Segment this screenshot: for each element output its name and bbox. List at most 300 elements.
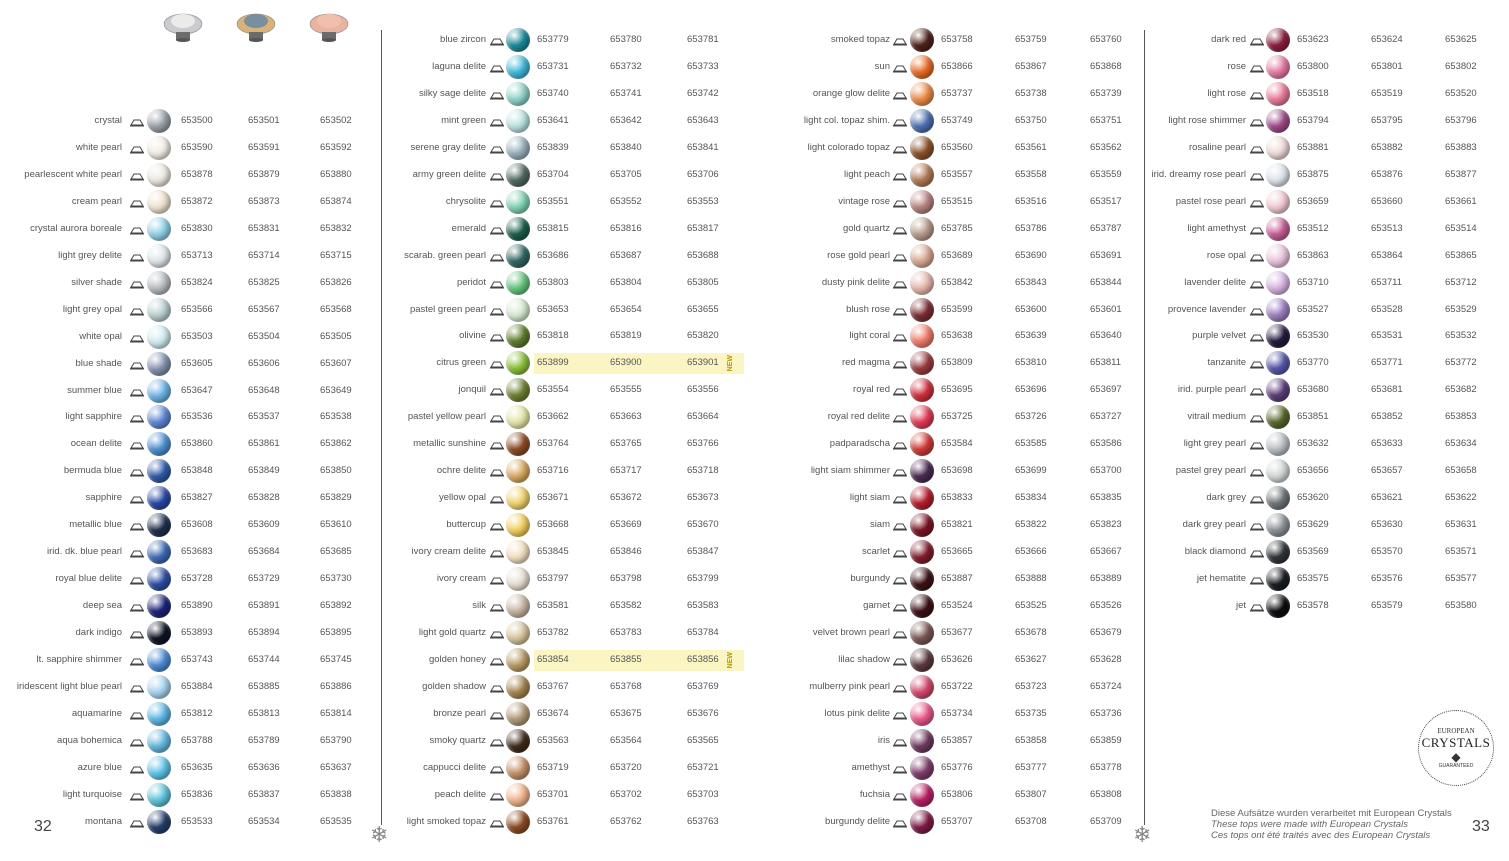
cabochon-profile-icon [1250,277,1264,289]
cabochon-profile-icon [490,816,504,828]
swatch-row [1145,458,1509,485]
cabochon-profile-icon [893,600,907,612]
crystal-swatch [506,513,530,537]
cabochon-profile-icon [893,115,907,127]
article-number: 653637 [320,761,352,773]
color-name: rosaline pearl [1188,141,1246,153]
article-number: 653839 [537,141,569,153]
swatch-row [0,108,380,135]
color-name: sun [874,60,890,72]
color-name: emerald [451,222,486,234]
article-number: 653739 [1090,87,1122,99]
article-number: 653714 [248,249,280,261]
article-number: 653759 [1015,34,1047,45]
cabochon-profile-icon [1250,546,1264,558]
crystal-swatch [147,702,171,726]
swatch-row [770,809,1140,836]
cabochon-profile-icon [1250,519,1264,531]
cabochon-profile-icon [893,88,907,100]
article-number: 653867 [1015,60,1047,72]
article-number: 653885 [248,680,280,692]
article-number: 653847 [687,546,719,558]
article-number: 653794 [1297,114,1329,126]
cabochon-profile-icon [1250,357,1264,369]
article-number: 653538 [320,411,352,423]
crystal-swatch [910,810,934,834]
article-number: 653664 [687,411,719,423]
article-number: 653567 [248,303,280,315]
swatch-row [1145,81,1509,108]
crystal-swatch [910,702,934,726]
color-name: buttercup [446,519,486,531]
swatch-row [385,755,755,782]
swatch-row [1145,27,1509,54]
crystal-swatch [506,351,530,375]
article-number: 653890 [181,600,213,612]
article-number: 653750 [1015,114,1047,126]
cabochon-profile-icon [490,357,504,369]
color-name: olivine [459,330,486,342]
article-number: 653653 [537,303,569,315]
article-number: 653848 [181,465,213,477]
cabochon-profile-icon [1250,250,1264,262]
crystal-swatch [910,190,934,214]
swatch-row [385,270,755,297]
cabochon-profile-icon [490,142,504,154]
article-number: 653592 [320,141,352,153]
article-number: 653856 [687,653,719,665]
article-number: 653788 [181,734,213,746]
article-number: 653638 [941,330,973,342]
swatch-row [770,243,1140,270]
swatch-row [385,135,755,162]
color-name: blush rose [846,303,890,315]
crystal-swatch [1266,324,1290,348]
cabochon-profile-icon [490,223,504,235]
cabochon-profile-icon [130,573,144,585]
crystal-swatch [910,729,934,753]
article-number: 653632 [1297,438,1329,450]
article-number: 653641 [537,114,569,126]
article-number: 653537 [248,411,280,423]
article-number: 653836 [181,788,213,800]
crystal-swatch [147,432,171,456]
swatch-row [385,108,755,135]
swatch-row [1145,566,1509,593]
cabochon-profile-icon [490,627,504,639]
color-name: lavender delite [1184,276,1246,288]
color-name: siam [869,519,890,531]
article-number: 653685 [320,546,352,558]
color-name: crystal [94,115,122,126]
article-number: 653690 [1015,249,1047,261]
crystal-swatch [1266,513,1290,537]
article-number: 653849 [248,465,280,477]
article-number: 653551 [537,195,569,207]
swatch-row [770,755,1140,782]
article-number: 653556 [687,384,719,396]
swatch-row [770,54,1140,81]
cabochon-profile-icon [490,169,504,181]
color-name: serene gray delite [410,141,486,153]
footer-fr: Ces tops ont été traités avec des European Crystals [1211,830,1431,841]
swatch-row [0,647,380,674]
cabochon-profile-icon [893,142,907,154]
article-number: 653735 [1015,707,1047,719]
article-number: 653778 [1090,761,1122,773]
article-number: 653744 [248,654,280,665]
article-number: 653660 [1371,195,1403,207]
swatch-row [385,404,755,431]
crystal-swatch [910,675,934,699]
color-name: light siam [849,492,890,504]
cabochon-profile-icon [1250,384,1264,396]
article-number: 653883 [1445,141,1477,153]
article-number: 653874 [320,195,352,207]
article-number: 653772 [1445,357,1477,369]
article-number: 653519 [1371,87,1403,99]
article-number: 653878 [181,168,213,180]
page-number-right: 33 [1472,818,1490,835]
article-number: 653699 [1015,465,1047,477]
crystal-swatch [1266,109,1290,133]
article-number: 653654 [610,303,642,315]
article-number: 653854 [537,653,569,665]
article-number: 653570 [1371,546,1403,558]
color-name: scarab. green pearl [404,249,486,261]
crystal-swatch [506,675,530,699]
article-number: 653561 [1015,141,1047,153]
cabochon-profile-icon [893,384,907,396]
crystal-swatch [147,325,171,349]
article-number: 653780 [610,34,642,45]
article-number: 653533 [181,815,213,827]
cabochon-profile-icon [1250,411,1264,423]
color-name: light rose shimmer [1168,114,1246,126]
article-number: 653532 [1445,330,1477,342]
swatch-row [1145,243,1509,270]
color-name: provence lavender [1167,303,1246,315]
color-name: golden shadow [422,680,486,692]
article-number: 653737 [941,87,973,99]
swatch-row [770,431,1140,458]
swatch-row [385,162,755,189]
color-name: dark indigo [75,627,122,639]
article-number: 653534 [248,815,280,827]
color-name: cappucci delite [423,761,486,773]
cabochon-profile-icon [490,115,504,127]
crystal-swatch [910,783,934,807]
article-number: 653624 [1371,34,1403,45]
swatch-row [770,701,1140,728]
article-number: 653771 [1371,357,1403,369]
cabochon-profile-icon [1250,169,1264,181]
footer-en: These tops were made with European Crystals [1211,819,1408,830]
article-number: 653819 [610,330,642,342]
article-number: 653818 [537,330,569,342]
crystal-swatch [506,55,530,79]
article-number: 653518 [1297,87,1329,99]
cabochon-profile-icon [490,438,504,450]
cabochon-profile-icon [1250,223,1264,235]
article-number: 653801 [1371,60,1403,72]
crystal-swatch [910,594,934,618]
article-number: 653583 [687,599,719,611]
article-number: 653865 [1445,249,1477,261]
crystal-swatch [910,486,934,510]
article-number: 653868 [1090,60,1122,72]
color-name: mulberry pink pearl [809,680,890,692]
crystal-swatch [1266,405,1290,429]
article-number: 653629 [1297,519,1329,531]
cabochon-profile-icon [893,250,907,262]
color-name: ocean delite [70,438,122,450]
color-name: citrus green [436,357,486,369]
article-number: 653741 [610,87,642,99]
crystal-swatch [1266,567,1290,591]
article-number: 653620 [1297,492,1329,504]
cabochon-profile-icon [130,385,144,397]
crystal-swatch [506,594,530,618]
crystal-swatch [506,729,530,753]
crystal-swatch [1266,217,1290,241]
article-number: 653684 [248,546,280,558]
swatch-row [770,377,1140,404]
european-crystals-badge [1418,710,1494,786]
swatch-row [385,566,755,593]
swatch-row [385,512,755,539]
cabochon-profile-icon [130,277,144,289]
cabochon-profile-icon [1250,61,1264,73]
article-number: 653736 [1090,707,1122,719]
cabochon-profile-icon [1250,438,1264,450]
swatch-row [1145,377,1509,404]
article-number: 653723 [1015,680,1047,692]
article-number: 653842 [941,276,973,288]
cabochon-profile-icon [893,681,907,693]
article-number: 653621 [1371,492,1403,504]
article-number: 653658 [1445,465,1477,477]
cabochon-profile-icon [893,789,907,801]
article-number: 653764 [537,438,569,450]
article-number: 653558 [1015,168,1047,180]
swatch-row [0,782,380,809]
cabochon-profile-icon [490,789,504,801]
article-number: 653800 [1297,60,1329,72]
article-number: 653682 [1445,384,1477,396]
color-name: light sapphire [65,411,122,423]
article-number: 653795 [1371,114,1403,126]
article-number: 653751 [1090,114,1122,126]
crystal-swatch [506,621,530,645]
swatch-row [385,189,755,216]
swatch-row [1145,297,1509,324]
article-number: 653798 [610,573,642,584]
crystal-swatch [1266,244,1290,268]
crystal-swatch [147,136,171,160]
cabochon-profile-icon [1250,304,1264,316]
article-number: 653761 [537,815,569,827]
article-number: 653838 [320,788,352,800]
crystal-swatch [910,648,934,672]
article-number: 653834 [1015,492,1047,504]
article-number: 653888 [1015,573,1047,584]
article-number: 653891 [248,600,280,612]
color-name: jet [1235,599,1246,611]
article-number: 653578 [1297,599,1329,611]
crystal-swatch [147,486,171,510]
cabochon-profile-icon [130,654,144,666]
crystal-swatch [506,702,530,726]
article-number: 653524 [941,599,973,611]
article-number: 653648 [248,384,280,396]
article-number: 653665 [941,546,973,558]
article-number: 653655 [687,303,719,315]
footer-notes [1211,808,1481,841]
article-number: 653628 [1090,653,1122,665]
swatch-row [770,458,1140,485]
crystal-swatch [506,298,530,322]
cabochon-profile-icon [490,250,504,262]
article-number: 653715 [320,249,352,261]
article-number: 653876 [1371,168,1403,180]
snowflake-ornament-icon: ❄ [370,822,389,847]
crystal-swatch [147,783,171,807]
cabochon-profile-icon [490,465,504,477]
article-number: 653831 [248,222,280,234]
color-name: rose gold pearl [827,249,890,261]
article-number: 653503 [181,330,213,342]
article-number: 653718 [687,465,719,477]
article-number: 653683 [181,546,213,558]
article-number: 653635 [181,761,213,773]
article-number: 653879 [248,168,280,180]
article-number: 653863 [1297,249,1329,261]
article-number: 653742 [687,87,719,99]
color-name: purple velvet [1192,330,1246,342]
crystal-swatch [1266,271,1290,295]
cabochon-profile-icon [130,358,144,370]
cabochon-profile-icon [490,519,504,531]
article-number: 653713 [181,249,213,261]
cabochon-profile-icon [490,546,504,558]
swatch-row [385,458,755,485]
article-number: 653697 [1090,384,1122,396]
crystal-swatch [1266,432,1290,456]
color-name: dark grey [1206,492,1246,504]
color-name: smoked topaz [830,34,890,45]
article-number: 653829 [320,492,352,504]
crystal-swatch [506,190,530,214]
cabochon-profile-icon [893,627,907,639]
crystal-swatch [506,648,530,672]
swatch-row [770,27,1140,54]
color-name: burgundy [850,573,890,584]
article-number: 653657 [1371,465,1403,477]
swatch-row [0,243,380,270]
crystal-swatch [910,567,934,591]
crystal-swatch [147,648,171,672]
color-name: garnet [863,599,890,611]
swatch-row [770,566,1140,593]
article-number: 653627 [1015,653,1047,665]
article-number: 653670 [687,519,719,531]
cabochon-profile-icon [1250,573,1264,585]
cabochon-profile-icon [893,330,907,342]
article-number: 653601 [1090,303,1122,315]
color-name: light grey pearl [1183,438,1246,450]
swatch-row [770,647,1140,674]
article-number: 653676 [687,707,719,719]
swatch-row [385,728,755,755]
color-name: irid. purple pearl [1177,384,1246,396]
article-number: 653727 [1090,411,1122,423]
page-number-left: 32 [34,818,52,835]
swatch-row [1145,189,1509,216]
color-name: metallic blue [69,519,122,531]
article-number: 653513 [1371,222,1403,234]
article-number: 653639 [1015,330,1047,342]
crystal-swatch [147,675,171,699]
color-name: montana [85,815,122,827]
article-number: 653846 [610,546,642,558]
article-number: 653582 [610,599,642,611]
article-number: 653709 [1090,815,1122,827]
color-name: silver shade [71,276,122,288]
color-name: white pearl [76,141,122,153]
swatch-row [0,809,380,836]
article-number: 653721 [687,761,719,773]
cabochon-profile-icon [130,115,144,127]
swatch-row [770,782,1140,809]
article-number: 653811 [1090,357,1121,369]
article-number: 653776 [941,761,973,773]
article-number: 653698 [941,465,973,477]
cabochon-profile-icon [130,331,144,343]
article-number: 653528 [1371,303,1403,315]
badge-line-1: EUROPEAN [1437,727,1475,735]
color-name: ochre delite [436,465,486,477]
crystal-swatch [147,756,171,780]
crystal-swatch [506,756,530,780]
article-number: 653740 [537,87,569,99]
article-number: 653600 [1015,303,1047,315]
article-number: 653828 [248,492,280,504]
article-number: 653584 [941,438,973,450]
cabochon-profile-icon [130,762,144,774]
crystal-swatch [506,540,530,564]
color-name: vintage rose [838,195,890,207]
crystal-swatch [506,486,530,510]
swatch-row [385,54,755,81]
swatch-row [1145,216,1509,243]
cabochon-profile-icon [1250,34,1264,46]
cabochon-profile-icon [490,61,504,73]
crystal-swatch [910,244,934,268]
article-number: 653669 [610,519,642,531]
article-number: 653647 [181,384,213,396]
swatch-row [385,809,755,836]
cabochon-profile-icon [130,735,144,747]
cabochon-profile-icon [893,357,907,369]
crystal-swatch [910,378,934,402]
swatch-row [1145,108,1509,135]
article-number: 653862 [320,438,352,450]
article-number: 653691 [1090,249,1122,261]
article-number: 653719 [537,761,569,773]
swatch-row [0,324,380,351]
swatch-row [0,189,380,216]
